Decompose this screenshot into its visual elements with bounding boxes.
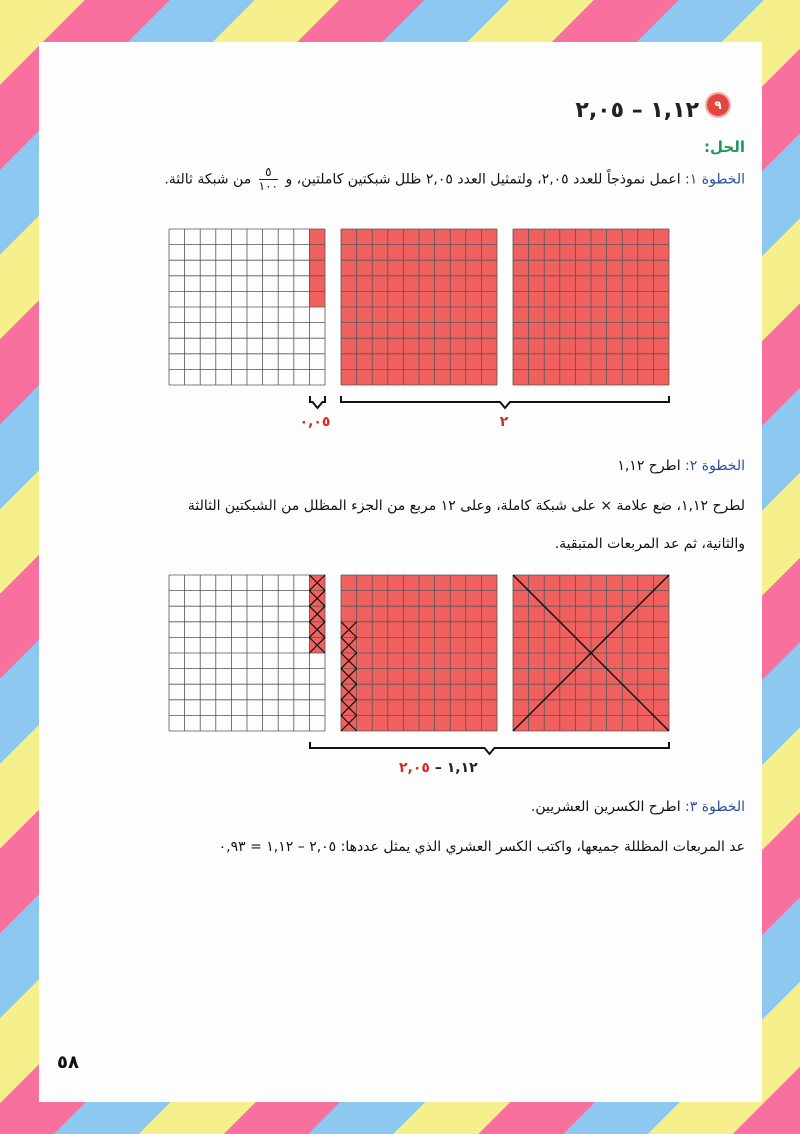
grid-hundredths-partial bbox=[169, 575, 325, 731]
grid-partially-crossed bbox=[341, 575, 497, 731]
grid-fully-crossed bbox=[513, 575, 669, 731]
step1-label-small: ٠,٠٥ bbox=[299, 414, 331, 430]
step2-line1: لطرح ١,١٢، ضع علامة × على شبكة كاملة، وعلى ١٢ مربع من الجزء المظلل من الشبكتين الثالثة bbox=[187, 498, 745, 514]
step1-text-b: من شبكة ثالثة. bbox=[164, 171, 252, 188]
fraction-denominator: ١٠٠ bbox=[258, 179, 278, 193]
step1-label-whole: ٢ bbox=[499, 414, 509, 430]
step3-title-text: اطرح الكسرين العشريين. bbox=[530, 799, 681, 815]
brace-total bbox=[310, 742, 669, 754]
step3-line: عد المربعات المظللة جميعها، واكتب الكسر العشري الذي يمثل عددها: ٢,٠٥ – ١,١٢ = ٠,٩٣ bbox=[218, 839, 745, 855]
step2-expression-label bbox=[399, 760, 539, 776]
step2-title: الخطوة ٢: bbox=[685, 458, 745, 474]
solution-label: الحل: bbox=[704, 138, 745, 156]
step2-label-black: ١,١٢ – bbox=[434, 760, 478, 776]
worksheet-page bbox=[39, 42, 762, 1102]
step2-title-text: اطرح ١,١٢ bbox=[617, 458, 681, 474]
problem-expression: ١,١٢ – ٢,٠٥ bbox=[575, 98, 699, 123]
step2-line2: والثانية، ثم عد المربعات المتبقية. bbox=[554, 536, 745, 552]
step2-subtraction-model bbox=[39, 42, 762, 802]
fraction-numerator: ٥ bbox=[259, 166, 278, 180]
step1-text-a: اعمل نموذجاً للعدد ٢,٠٥، ولتمثيل العدد ٢,٠٥ ظلل شبكتين كاملتين، و bbox=[285, 171, 681, 188]
step3-title: الخطوة ٣: bbox=[685, 799, 745, 815]
problem-number-badge: ٩ bbox=[707, 94, 729, 116]
step2-label-red: ٢,٠٥ bbox=[399, 760, 430, 776]
step3-heading bbox=[69, 799, 745, 815]
step1-title: الخطوة ١: bbox=[685, 171, 745, 188]
page-number: ٥٨ bbox=[57, 1052, 79, 1073]
